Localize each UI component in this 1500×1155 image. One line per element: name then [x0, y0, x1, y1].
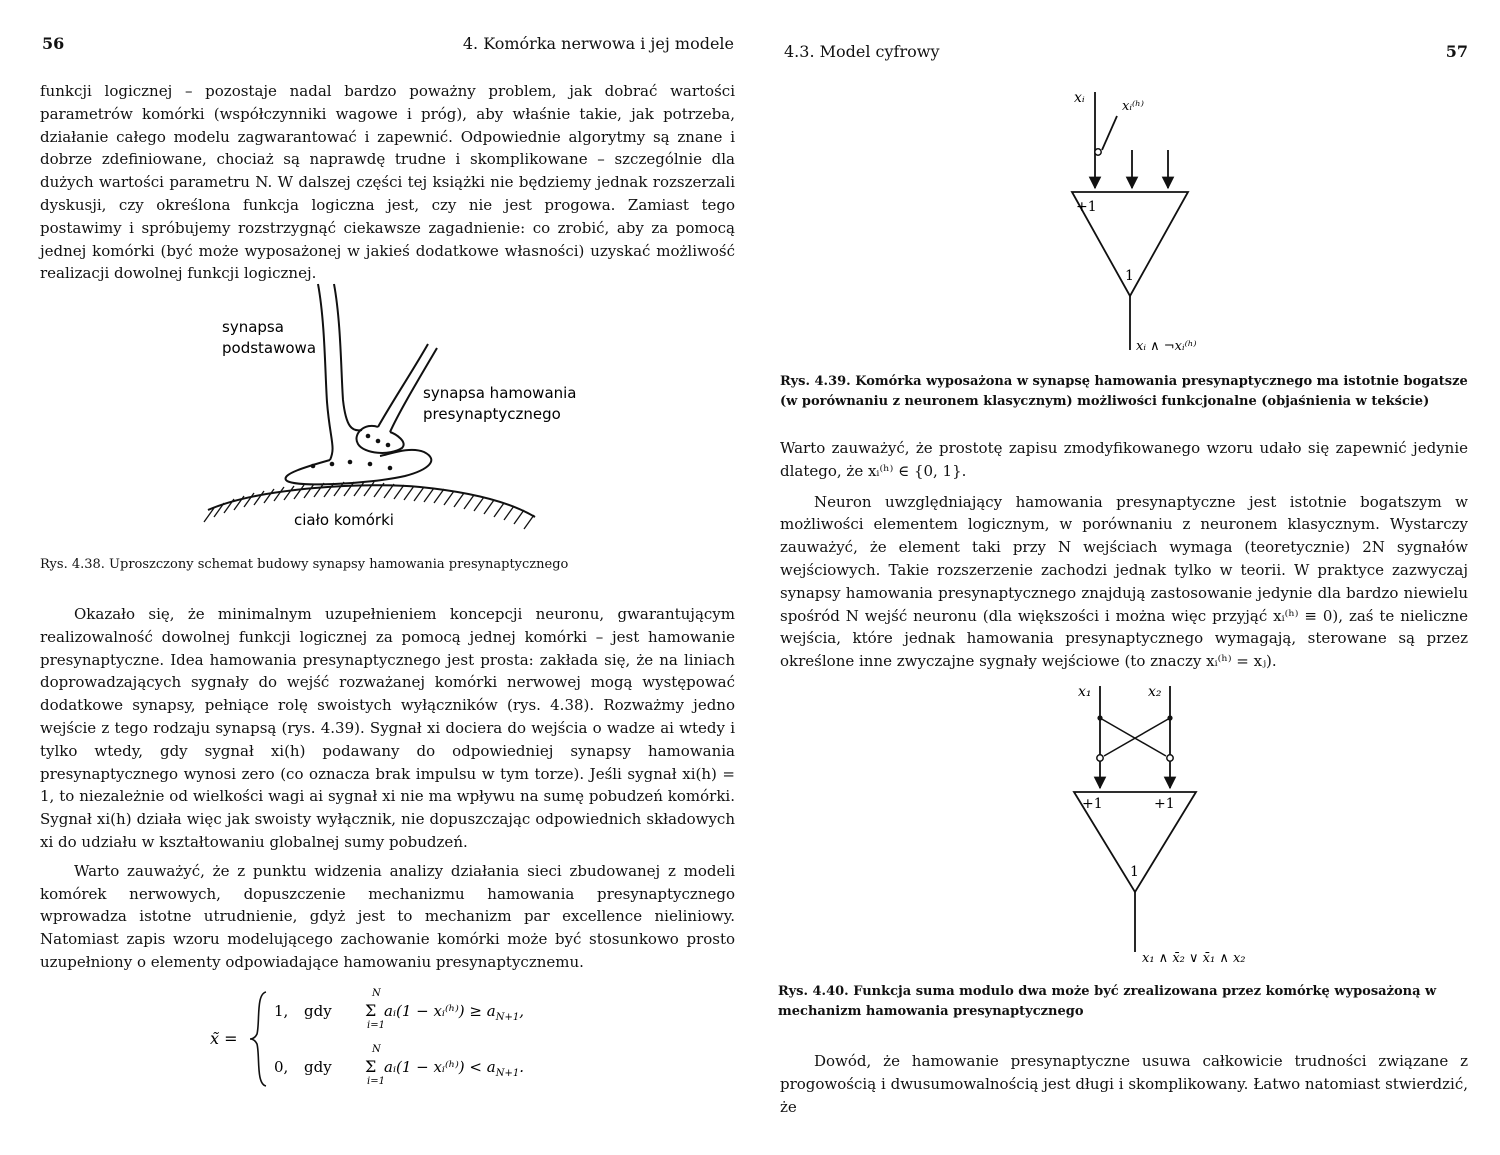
- weight1-label: +1: [1082, 796, 1103, 812]
- page-number: 56: [42, 34, 65, 53]
- label-basic-synapse-2: podstawowa: [222, 339, 317, 357]
- svg-text:N: N: [372, 988, 381, 999]
- label-presynaptic-2: presynaptycznego: [423, 405, 561, 423]
- svg-text:x̃ =: x̃ =: [210, 1029, 238, 1048]
- svg-text:Σ: Σ: [365, 1057, 377, 1076]
- figure-4-39: [1050, 88, 1250, 363]
- formula: [200, 982, 600, 1092]
- svg-text:i=1: i=1: [367, 1076, 385, 1087]
- svg-text:0,: 0,: [274, 1058, 289, 1076]
- svg-text:N: N: [372, 1044, 381, 1055]
- input-label: xᵢ: [1074, 90, 1085, 106]
- running-head: 4.3. Model cyfrowy: [784, 42, 940, 61]
- svg-text:aᵢ(1 − xᵢ⁽ʰ⁾) ≥ aN+1,: aᵢ(1 − xᵢ⁽ʰ⁾) ≥ $a_{N+1}$,: [384, 1002, 524, 1023]
- input1-label: x₁: [1078, 684, 1092, 700]
- running-head: 4. Komórka nerwowa i jej modele: [462, 34, 734, 53]
- paragraph: Warto zauważyć, że prostotę zapisu zmodyfikowanego wzoru udało się zapewnić jedynie dlatego, że xᵢ⁽ʰ⁾ ∈ {0, 1}. Neuron uwzględniający hamowania presynaptyczne jest istotnie bogatszym w możliwości elementem logicznym, w porównaniu z neuronem klasycznym. Wystarczy zauważyć, że element taki przy N wejściach wymaga (teoretycznie) 2N sygnałów wejściowych. Takie rozszerzenie zachodzi jednak tylko w teorii. W praktyce zazwyczaj synapsy hamowania presynaptycznego znajdują zastosowanie jedynie dla bardzo niewielu spośród N wejść neuronu (dla większości i można więc przyjąć xᵢ⁽ʰ⁾ ≡ 0), zaś te nieliczne wejścia, które jednak hamowania presynaptycznego wymagają, sterowane są przez określone inne zwyczajne sygnały wejściowe (to znaczy xᵢ⁽ʰ⁾ = xⱼ).: [780, 439, 1468, 671]
- right-page: [750, 0, 1500, 1155]
- weight-label: +1: [1076, 199, 1097, 215]
- paragraph: Okazało się, że minimalnym uzupełnieniem koncepcji neuronu, gwarantującym realizowalność dowolnej funkcji logicznej za pomocą jednej komórki – jest hamowanie presynaptyczne. Idea hamowania presynaptycznego jest prosta: zakłada się, że na liniach doprowadzających sygnały do wejść rozważanej komórki nerwowej mogą występować dodatkowe synapsy, pełniące rolę swoistych wyłączników (rys. 4.38). Rozważmy jedno wejście z tego rodzaju synapsą (rys. 4.39). Sygnał xi dociera do wejścia o wadze ai wtedy i tylko wtedy, gdy sygnał xi(h) podawany do odpowiedniej synapsy hamowania presynaptycznego wynosi zero (co oznacza brak impulsu w tym torze). Jeśli sygnał xi(h) = 1, to niezależnie od wielkości wagi ai sygnał xi nie ma wpływu na sumę pobudzeń komórki. Sygnał xi(h) działa więc jak swoisty wyłącznik, nie dopuszczając odpowiednich składowych xi do udziału w kształtowaniu globalnej sumy pobudzeń. Warto zauważyć, że z punktu widzenia analizy działania sieci zbudowanej z modeli komórek nerwowych, dopuszczenie mechanizmu hamowania presynaptycznego wprowadza istotne utrudnienie, gdyż jest to mechanizm par excellence nieliniowy. Natomiast zapis wzoru modelującego zachowanie komórki może być stosunkowo prosto uzupełniony o elementy odpowiadające hamowaniu presynaptycznemu.: [40, 605, 735, 971]
- svg-text:1,: 1,: [274, 1002, 289, 1020]
- figure-caption: Rys. 4.38. Uproszczony schemat budowy synapsy hamowania presynaptycznego: [40, 557, 569, 572]
- figure-caption: Rys. 4.40. Funkcja suma modulo dwa może być zrealizowana przez komórkę wyposażoną w mechanizm hamowania presynaptycznego: [778, 984, 1437, 1019]
- label-basic-synapse: synapsa: [222, 318, 284, 336]
- threshold-label: 1: [1125, 268, 1134, 284]
- svg-text:gdy: gdy: [304, 1058, 332, 1076]
- figure-caption: Rys. 4.39. Komórka wyposażona w synapsę hamowania presynaptycznego ma istotnie bogatsze (w porównaniu z neuronem klasycznym) możliwości funkcjonalne (objaśnienia w tekście): [780, 374, 1468, 409]
- paragraph: Dowód, że hamowanie presynaptyczne usuwa całkowicie trudności związane z progowością i dwusumowalnością jest długi i skomplikowany. Łatwo natomiast stwierdzić, że: [780, 1052, 1468, 1116]
- svg-text:aᵢ(1 − xᵢ⁽ʰ⁾) < aN+1.: aᵢ(1 − xᵢ⁽ʰ⁾) < $a_{N+1}$.: [384, 1058, 524, 1079]
- label-cell-body: ciało komórki: [294, 511, 394, 529]
- output-label: xᵢ ∧ ¬xᵢ⁽ʰ⁾: [1136, 339, 1197, 354]
- figure-4-40: [1050, 682, 1270, 967]
- page-number: 57: [1445, 42, 1468, 61]
- paragraph: funkcji logicznej – pozostaje nadal bardzo poważny problem, jak dobrać wartości parametrów komórki (współczynniki wagowe i próg), aby właśnie takie, jak potrzeba, działanie całego modelu zagwarantować i zapewnić. Odpowiednie algorytmy są znane i dobrze zdefiniowane, chociaż są naprawdę trudne i skomplikowane – szczególnie dla dużych wartości parametru N. W dalszej części tej książki nie będziemy jednak rozszerzali dyskusji, czy określona funkcja logiczna jest, czy nie jest progowa. Zamiast tego postawimy i spróbujemy rozstrzygnąć ciekawsze zagadnienie: co zrobić, aby za pomocą jednej komórki (być może wyposażonej w jakieś dodatkowe własności) uzyskać możliwość realizacji dowolnej funkcji logicznej.: [40, 82, 735, 283]
- label-presynaptic: synapsa hamowania: [423, 384, 577, 402]
- input2-label: x₂: [1148, 684, 1162, 700]
- threshold-label: 1: [1130, 864, 1139, 880]
- inhibition-label: xᵢ⁽ʰ⁾: [1122, 99, 1144, 114]
- svg-text:Σ: Σ: [365, 1001, 377, 1020]
- svg-text:i=1: i=1: [367, 1020, 385, 1031]
- output-label: x₁ ∧ x̄₂ ∨ x̄₁ ∧ x₂: [1142, 951, 1246, 966]
- weight2-label: +1: [1154, 796, 1175, 812]
- figure-4-38: [0, 282, 750, 544]
- svg-text:gdy: gdy: [304, 1002, 332, 1020]
